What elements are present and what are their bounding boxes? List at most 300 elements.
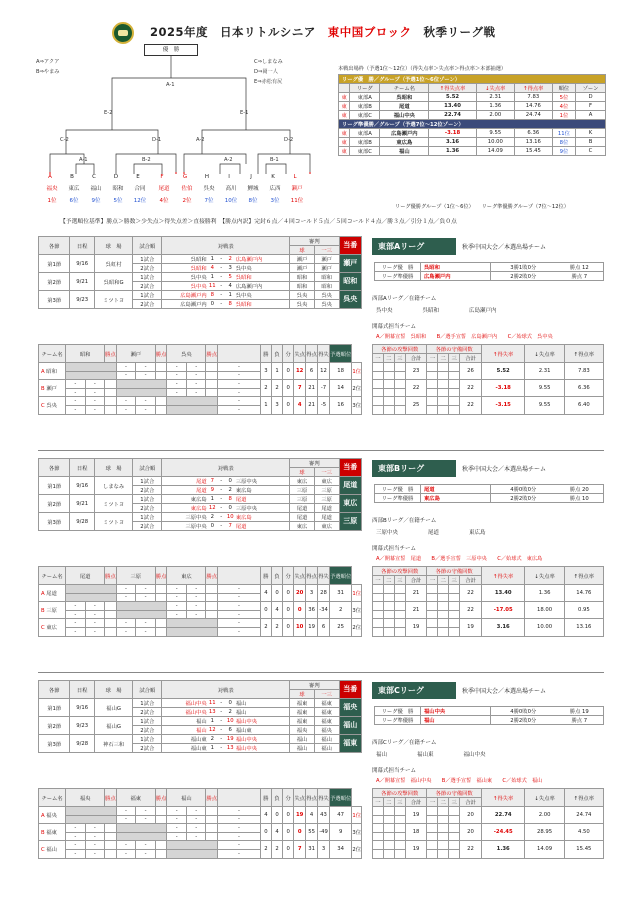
mx-team-header: チーム名: [39, 345, 66, 363]
rank-cell: 14.76: [514, 102, 552, 111]
st-c: [373, 380, 384, 389]
mx-score: -: [116, 397, 136, 406]
col-match: 対戦表: [162, 237, 290, 255]
game-row: [39, 477, 362, 486]
mx-rank-cell: 6: [318, 619, 330, 636]
col-date: 日程: [70, 681, 95, 699]
mx-pts-header: 勝点: [206, 345, 218, 363]
score-dash: -: [218, 522, 225, 531]
mx-rank-header: 得失: [318, 345, 330, 363]
mx-score: -: [66, 627, 86, 636]
st-r1-h: ↑得失率: [481, 345, 525, 363]
mx-rank-header: 得点: [306, 345, 318, 363]
mx-pts: [105, 397, 117, 406]
mx-self: [167, 397, 218, 406]
rank-cell: 15.45: [514, 147, 552, 156]
mx-rank-cell: 0: [283, 824, 294, 841]
mx-rank-cell: 3: [306, 585, 318, 602]
home-team: 三原中央: [162, 522, 207, 531]
mx-pts: [105, 832, 117, 841]
west-team: 呉中央: [376, 308, 393, 314]
rank-cell: 福山: [380, 147, 429, 156]
ump2: 瀬戸: [314, 264, 339, 273]
bracket-letter: C: [92, 174, 96, 180]
rank-cell: 2.31: [476, 93, 514, 102]
bracket-team: 広西: [269, 186, 281, 192]
tournament-bracket: 優 勝 A⇒アクア B⇒やまみ C⇒しまなみ D⇒岡一人 E⇒赤松有尻 A-1 E-2 E-1 C-2 D-1 A-2 D-2 A-1 B-2 A-2 B-1 A B C D E F G H I J K L 福央 東広 福山 昭和 合同 尾道 佐伯 呉央 高川 鯉城 広西 瀬戸 1位 6位 9位 5位 12位 4位 2位 7位 10位 8位 3位 11位: [36, 44, 326, 210]
mx-team: B 三原: [39, 602, 66, 619]
st-h: 二: [438, 798, 449, 807]
rank-cell: 東部B: [350, 102, 380, 111]
st-c: [373, 815, 384, 824]
st-c: [373, 841, 384, 850]
mx-dash: -: [218, 380, 261, 389]
st-c: [373, 593, 384, 602]
rank-cell: K: [576, 129, 606, 138]
bracket-rank: 9位: [91, 198, 101, 204]
bracket-rank: 1位: [47, 198, 57, 204]
st-tot2: 19: [460, 619, 482, 636]
ump2: 福東: [314, 717, 339, 726]
mx-rank-cell: 3: [271, 397, 282, 414]
ru-pts: 勝点 7: [556, 716, 604, 725]
mx-score: -: [136, 585, 156, 594]
mx-self: [116, 380, 167, 389]
col-ump: 審判: [290, 681, 339, 690]
rank-row: [339, 111, 606, 120]
mx-self: [167, 841, 218, 850]
st-c: [394, 619, 405, 628]
mx-pts-header: 勝点: [105, 345, 117, 363]
sec-venue: 福山G: [95, 717, 133, 735]
mx-score: -: [167, 832, 187, 841]
st-c: [394, 363, 405, 372]
st-tot2: 22: [460, 585, 482, 602]
away-score: 8: [225, 300, 236, 309]
away-score: 3: [225, 264, 236, 273]
st-r3: 7.83: [564, 363, 603, 380]
game-no: 1試合: [133, 735, 162, 744]
st-c: [438, 388, 449, 397]
home-score: 1: [207, 495, 218, 504]
mx-dash: -: [218, 371, 261, 380]
mx-score: -: [116, 807, 136, 816]
st-h: 三: [449, 354, 460, 363]
sec-date: 9/21: [70, 273, 95, 291]
stats-row: [373, 585, 604, 594]
league-sub: 秋季中国大会／本選出場チーム: [462, 244, 547, 251]
st-r3-h: ↑得点率: [564, 789, 603, 807]
mx-rank-cell: 2: [260, 380, 271, 397]
bracket-letter: H: [204, 174, 210, 180]
away-team: 福山東: [236, 726, 290, 735]
st-h: 三: [394, 798, 405, 807]
mx-rank-cell: 12: [294, 363, 306, 380]
st-r1-h: ↑得失率: [481, 567, 525, 585]
mx-dash: -: [218, 832, 261, 841]
away-team: 広島瀬戸内: [236, 255, 290, 264]
game-row: [39, 513, 362, 522]
away-score: 10: [225, 513, 236, 522]
st-c: [394, 371, 405, 380]
st-c: [383, 619, 394, 628]
west-teams: [376, 306, 596, 314]
mx-pts-header: 勝点: [155, 567, 167, 585]
st-c: [438, 363, 449, 372]
league-header-0: [372, 238, 602, 256]
rank-cell: 東: [339, 102, 350, 111]
rank-cell: 9.55: [476, 129, 514, 138]
st-c: [427, 388, 438, 397]
home-score: 2: [207, 735, 218, 744]
rank-cell: A: [576, 111, 606, 120]
mx-rank-cell: 43: [318, 807, 330, 824]
team-matrix-1: [38, 566, 362, 637]
mx-pts: [105, 388, 117, 397]
sec-date: 9/16: [70, 255, 95, 273]
mx-pts: [105, 602, 117, 611]
home-team: 広島瀬戸内: [162, 291, 207, 300]
game-no: 2試合: [133, 726, 162, 735]
rank-cell: 尾道: [380, 102, 429, 111]
away-team: 呉中央: [236, 264, 290, 273]
game-no: 1試合: [133, 513, 162, 522]
mx-rank-cell: 14: [330, 380, 352, 397]
sec-date: 9/21: [70, 495, 95, 513]
mx-self: [167, 619, 218, 628]
bracket-team: 昭和: [112, 186, 124, 192]
ump2: 昭和: [314, 282, 339, 291]
mx-rank-cell: 3: [318, 841, 330, 858]
mx-score: -: [167, 807, 187, 816]
sec-date: 9/23: [70, 291, 95, 309]
mx-score: -: [85, 841, 105, 850]
ump1: 三原: [290, 486, 315, 495]
st-c: [394, 815, 405, 824]
rank-cell: 5位: [552, 93, 575, 102]
matrix-row: [39, 807, 362, 816]
rank-cell: 9位: [552, 147, 575, 156]
rank-cell: 東: [339, 93, 350, 102]
mx-pts-header: 勝点: [155, 789, 167, 807]
bracket-rank: 8位: [248, 198, 258, 204]
st-lose-h: 各節の守備回数: [427, 345, 481, 354]
st-c: [438, 807, 449, 816]
st-c: [394, 388, 405, 397]
st-c: [394, 380, 405, 389]
away-team: 呉昭和: [236, 273, 290, 282]
st-tot1: 23: [405, 363, 427, 380]
mx-rank-header: 得失: [318, 789, 330, 807]
mx-opp-header: 呉央: [167, 345, 206, 363]
mx-self: [116, 388, 167, 397]
sec-venue: 福山G: [95, 699, 133, 717]
rank-cell: 3.16: [429, 138, 476, 147]
ump2: 尾道: [314, 513, 339, 522]
home-score: 8: [207, 291, 218, 300]
mx-score: -: [167, 380, 187, 389]
st-c: [427, 849, 438, 858]
stats-row: [373, 824, 604, 833]
home-score: 2: [207, 513, 218, 522]
rank-cell: 2.00: [476, 111, 514, 120]
mx-rank-cell: 0: [283, 602, 294, 619]
mx-rank-cell: 18: [330, 363, 352, 380]
st-c: [383, 371, 394, 380]
mx-score: -: [116, 363, 136, 372]
st-h: 合計: [405, 798, 427, 807]
st-r2: 9.55: [525, 397, 564, 414]
mx-rank-cell: 4: [306, 807, 318, 824]
west-title: 西部Aリーグ／在籍チーム: [372, 296, 437, 302]
game-no: 2試合: [133, 504, 162, 513]
mx-score: -: [186, 832, 206, 841]
mx-score: -: [167, 593, 187, 602]
rank-cell: B: [576, 138, 606, 147]
mx-score: -: [116, 405, 136, 414]
st-c: [394, 585, 405, 594]
st-c: [427, 841, 438, 850]
st-c: [427, 397, 438, 406]
rank-cell: 24.74: [514, 111, 552, 120]
mx-score: -: [116, 585, 136, 594]
mx-pts: [105, 841, 117, 850]
home-score: 13: [207, 708, 218, 717]
west-teams: [376, 750, 596, 758]
ru-team: 広島瀬戸内: [421, 272, 491, 281]
st-c: [373, 849, 384, 858]
mx-rank-cell: 4: [260, 585, 271, 602]
mx-opp-header: 福央: [66, 789, 105, 807]
st-r3-h: ↑得点率: [564, 567, 603, 585]
mx-rank-cell: 0: [271, 807, 282, 824]
ump1: 東広: [290, 477, 315, 486]
win-team: 尾道: [421, 485, 491, 494]
mx-opp-header: 昭和: [66, 345, 105, 363]
col-sec: 各節: [39, 459, 70, 477]
ump2: 福山: [314, 744, 339, 753]
mx-score: -: [116, 371, 136, 380]
rank-cell: 1.36: [429, 147, 476, 156]
mx-pts: [206, 585, 218, 594]
mx-score: -: [66, 610, 86, 619]
mx-rank-cell: 4: [271, 602, 282, 619]
mx-score: -: [167, 363, 187, 372]
home-team: 福山中央: [162, 708, 207, 717]
sec-date: 9/23: [70, 717, 95, 735]
game-no: 2試合: [133, 522, 162, 531]
mx-rank-cell: 2位: [352, 380, 362, 397]
mx-rank-cell: 2: [271, 841, 282, 858]
bracket-team: 瀬戸: [291, 186, 303, 192]
game-row: [39, 495, 362, 504]
league-sub: 秋季中国大会／本選出場チーム: [462, 688, 547, 695]
home-score: 1: [207, 273, 218, 282]
mx-blank: [218, 789, 261, 807]
win-team: 呉昭和: [421, 263, 491, 272]
win-pts: 勝点 12: [556, 263, 604, 272]
stats-table-2: [372, 788, 604, 859]
mx-rank-cell: 7: [294, 380, 306, 397]
st-c: [438, 602, 449, 611]
stats-row: [373, 619, 604, 628]
col-venue: 球 場: [95, 681, 133, 699]
mx-self: [66, 585, 117, 594]
st-c: [427, 627, 438, 636]
league-schedule-0: [38, 236, 362, 309]
st-h: 一: [427, 576, 438, 585]
st-h: 合計: [405, 354, 427, 363]
st-c: [427, 807, 438, 816]
rank-cell: 東部A: [350, 93, 380, 102]
col-ump2: 一三: [314, 246, 339, 255]
sec-name: 第1節: [39, 255, 70, 273]
st-c: [383, 380, 394, 389]
sec-venue: 呉昭和G: [95, 273, 133, 291]
bracket-rank: 5位: [113, 198, 123, 204]
mx-pts: [155, 815, 167, 824]
rank-col-header: チーム名: [380, 84, 429, 93]
st-h: 三: [394, 354, 405, 363]
st-h: 三: [394, 576, 405, 585]
st-c: [373, 610, 384, 619]
mx-pts-header: 勝点: [105, 789, 117, 807]
col-ump1: 球: [290, 246, 315, 255]
mx-dash: -: [218, 807, 261, 816]
st-r2-h: ↓失点率: [525, 567, 564, 585]
st-h: 二: [383, 354, 394, 363]
duty-team: 呉央: [339, 291, 362, 309]
win-pts: 勝点 20: [556, 485, 604, 494]
bracket-letter: B: [70, 174, 74, 180]
rank-footer: リーグ優勝グループ（1位〜6位） リーグ準優勝グループ（7位〜12位）: [395, 204, 569, 210]
mx-pts: [155, 593, 167, 602]
ump1: 呉央: [290, 291, 315, 300]
matrix-row: [39, 380, 362, 389]
sec-name: 第1節: [39, 477, 70, 495]
st-c: [383, 832, 394, 841]
st-c: [373, 832, 384, 841]
score-dash: -: [218, 273, 225, 282]
col-date: 日程: [70, 459, 95, 477]
ru-label: リーグ準優勝: [375, 494, 421, 503]
mx-score: -: [167, 371, 187, 380]
mx-rank-cell: 4: [260, 807, 271, 824]
mx-score: -: [136, 849, 156, 858]
mx-self: [116, 602, 167, 611]
st-c: [427, 619, 438, 628]
st-c: [383, 363, 394, 372]
home-score: 12: [207, 504, 218, 513]
stats-row: [373, 380, 604, 389]
home-team: 呉昭和: [162, 255, 207, 264]
sec-date: 9/16: [70, 699, 95, 717]
mx-rank-cell: 1: [271, 363, 282, 380]
st-c: [373, 619, 384, 628]
sec-venue: ミツトヨ: [95, 495, 133, 513]
bracket-team: 高川: [225, 186, 237, 192]
rank-col-header: ↑得点率: [514, 84, 552, 93]
mx-pts: [155, 849, 167, 858]
duty-team: 福東: [339, 735, 362, 753]
home-team: 福山中央: [162, 699, 207, 708]
acct-title: 開幕式担当チーム: [372, 546, 417, 552]
st-r2: 18.00: [525, 602, 564, 619]
mx-dash: -: [218, 610, 261, 619]
col-ump1: 球: [290, 690, 315, 699]
st-c: [449, 824, 460, 833]
home-team: 福山東: [162, 735, 207, 744]
col-duty: 当番: [339, 681, 362, 699]
mx-rank-cell: 3位: [352, 602, 362, 619]
st-c: [383, 397, 394, 406]
st-r2: 2.31: [525, 363, 564, 380]
home-score: 12: [207, 726, 218, 735]
col-match: 対戦表: [162, 459, 290, 477]
league-schedule-1: [38, 458, 362, 531]
rank-cell: 6.36: [514, 129, 552, 138]
mx-team: A 尾道: [39, 585, 66, 602]
ump2: 呉央: [314, 300, 339, 309]
game-no: 2試合: [133, 708, 162, 717]
stats-table-1: [372, 566, 604, 637]
mx-score: -: [136, 371, 156, 380]
mx-score: -: [186, 815, 206, 824]
mx-score: -: [167, 602, 187, 611]
mx-pts: [206, 380, 218, 389]
win-label: リーグ優 勝: [375, 485, 421, 494]
st-h: 合計: [460, 798, 482, 807]
mx-rank-cell: 20: [294, 585, 306, 602]
st-c: [427, 602, 438, 611]
col-match: 対戦表: [162, 681, 290, 699]
mx-score: -: [85, 832, 105, 841]
sec-name: 第2節: [39, 495, 70, 513]
mx-pts-header: 勝点: [206, 789, 218, 807]
rank-cell: 東部C: [350, 111, 380, 120]
mx-score: -: [85, 388, 105, 397]
mx-score: -: [136, 807, 156, 816]
mx-self: [167, 627, 218, 636]
mx-rank-cell: 0: [283, 619, 294, 636]
mx-pts-header: 勝点: [105, 567, 117, 585]
st-c: [449, 585, 460, 594]
away-team: 三原中央: [236, 504, 290, 513]
st-c: [383, 610, 394, 619]
mx-score: -: [116, 593, 136, 602]
mx-score: -: [66, 619, 86, 628]
st-c: [383, 824, 394, 833]
mx-score: -: [85, 380, 105, 389]
col-ump2: 一三: [314, 468, 339, 477]
away-team: 尾道: [236, 522, 290, 531]
away-score: 7: [225, 522, 236, 531]
st-tot1: 21: [405, 585, 427, 602]
st-c: [449, 602, 460, 611]
ump1: 福東: [290, 717, 315, 726]
st-c: [427, 610, 438, 619]
col-ump: 審判: [290, 237, 339, 246]
mx-rank-cell: 1: [260, 397, 271, 414]
matrix-row: [39, 397, 362, 406]
home-score: 7: [207, 477, 218, 486]
col-game: 試合順: [133, 459, 162, 477]
game-no: 2試合: [133, 300, 162, 309]
away-score: 0: [225, 504, 236, 513]
mx-team: C 呉央: [39, 397, 66, 414]
lower-group-title: リーグ準優勝／グループ（予選7位〜12位ゾーン）: [339, 120, 606, 129]
bracket-rank: 10位: [224, 198, 238, 204]
